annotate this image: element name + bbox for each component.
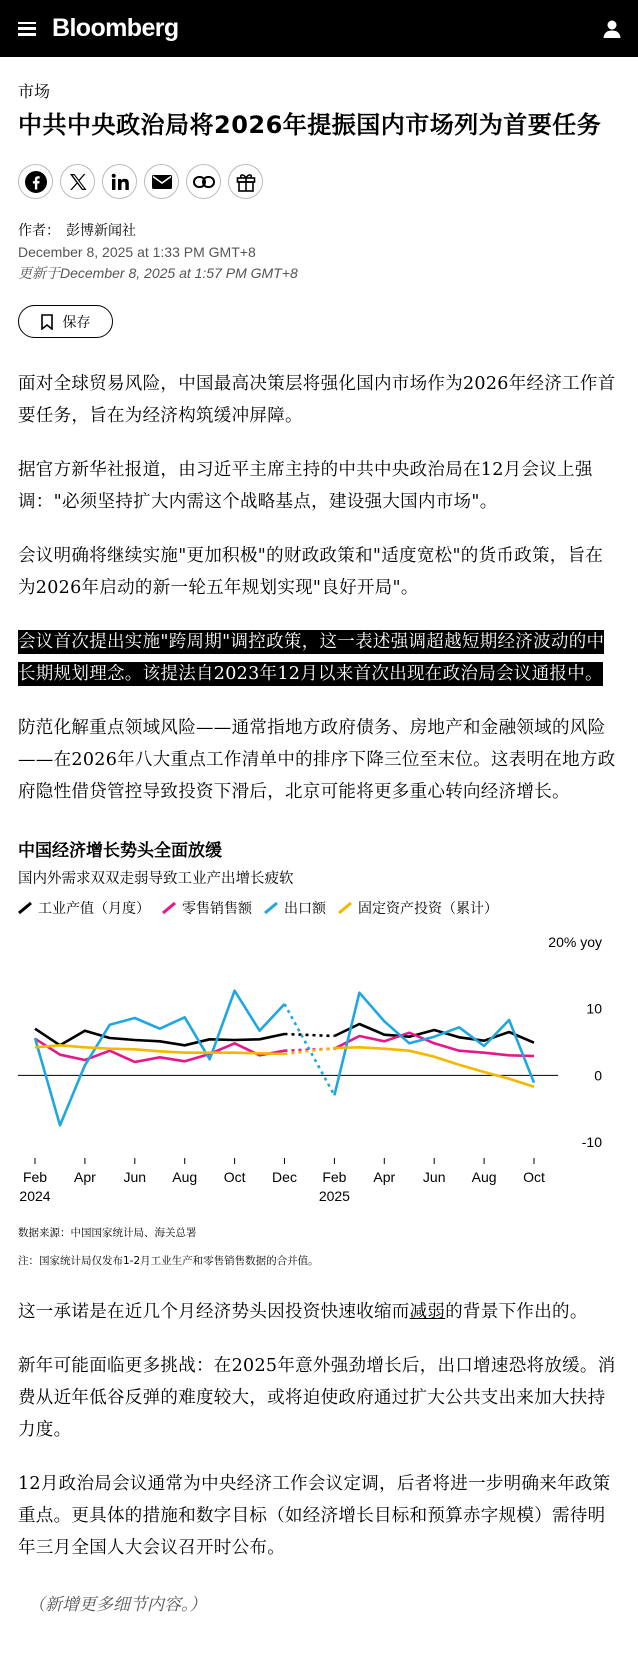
published-date: December 8, 2025 at 1:33 PM GMT+8 <box>18 244 256 260</box>
updated-date: 更新于December 8, 2025 at 1:57 PM GMT+8 <box>18 265 298 281</box>
top-nav-bar <box>0 0 638 57</box>
paragraph: 防范化解重点领域风险——通常指地方政府债务、房地产和金融领域的风险——在2026年八大重点工作清单中的排序下降三位至末位。这表明在地方政府隐性借贷管控导致投资下滑后，北京可能将更多重心转向经济增长。 <box>18 718 616 802</box>
x-tick-label: Aug <box>471 1169 497 1185</box>
legend-swatch <box>162 902 176 914</box>
x-tick-label: Dec <box>272 1169 297 1185</box>
legend-label: 出口额 <box>284 901 326 917</box>
y-tick-label: 10 <box>586 1000 602 1017</box>
byline <box>18 220 620 283</box>
paragraph: 新年可能面临更多挑战：在2025年意外强劲增长后，出口增速恐将放缓。消费从近年低谷反弹的难度较大，或将迫使政府通过扩大公共支出来加大扶持力度。 <box>18 1356 616 1440</box>
chart-subtitle: 国内外需求双双走弱导致工业产出增长疲软 <box>18 871 294 887</box>
legend-item <box>338 898 498 918</box>
chart-title: 中国经济增长势头全面放缓 <box>18 841 222 861</box>
legend-label: 固定资产投资（累计） <box>358 901 498 917</box>
legend-swatch <box>338 902 352 914</box>
x-icon[interactable] <box>60 164 95 199</box>
y-tick-label: 0 <box>594 1067 602 1084</box>
series-line <box>334 1047 534 1086</box>
series-gap-line <box>285 1034 335 1036</box>
save-label: 保存 <box>62 314 91 331</box>
x-tick-label: Feb <box>322 1169 347 1185</box>
chart-source: 数据来源：中国国家统计局、海关总署 <box>18 1227 197 1239</box>
paragraph: 12月政治局会议通常为中央经济工作会议定调，后者将进一步明确来年政策重点。更具体的措施和数字目标（如经济增长目标和预算赤字规模）需待明年三月全国人大会议召开时公布。 <box>18 1474 611 1558</box>
series-line <box>35 1029 285 1046</box>
x-tick-label: Jun <box>422 1169 446 1185</box>
legend-label: 零售销售额 <box>182 901 252 917</box>
save-button[interactable] <box>18 305 113 338</box>
chart-note: 注：国家统计局仅发布1-2月工业生产和零售销售数据的合并值。 <box>18 1255 319 1267</box>
legend-swatch <box>18 902 32 914</box>
x-tick-year: 2025 <box>318 1188 350 1204</box>
x-tick-label: Jun <box>123 1169 147 1185</box>
user-icon[interactable] <box>602 19 622 39</box>
x-tick-label: Oct <box>523 1169 545 1185</box>
author-label: 作者： <box>18 223 60 239</box>
legend-item <box>264 898 326 918</box>
bookmark-icon <box>41 314 53 330</box>
article-container <box>0 79 638 1633</box>
x-tick-year: 2024 <box>19 1188 51 1204</box>
share-bar <box>18 164 620 199</box>
facebook-icon[interactable] <box>18 164 53 199</box>
gift-icon[interactable] <box>228 164 263 199</box>
x-tick-label: Oct <box>223 1169 246 1185</box>
hamburger-icon[interactable] <box>18 22 36 36</box>
article-body-continued <box>18 1296 620 1564</box>
paragraph: 据官方新华社报道，由习近平主席主持的中共中央政治局在12月会议上强调："必须坚持扩大内需这个战略基点，建设强大国内市场"。 <box>18 460 593 512</box>
x-tick-label: Apr <box>74 1169 96 1185</box>
highlighted-text: 会议首次提出实施"跨周期"调控政策，这一表述强调超越短期经济波动的中长期规划理念。该提法自2023年12月以来首次出现在政治局会议通报中。 <box>18 632 605 684</box>
bloomberg-logo[interactable]: Bloomberg <box>52 14 179 42</box>
legend-label: 工业产值（月度） <box>38 901 150 917</box>
y-tick-label: -10 <box>581 1134 602 1150</box>
article-body <box>18 368 620 808</box>
x-tick-label: Apr <box>373 1169 396 1185</box>
headline: 中共中央政治局将2026年提振国内市场列为首要任务 <box>18 111 602 139</box>
legend-item <box>162 898 252 918</box>
y-tick-label: 20% yoy <box>548 934 602 950</box>
paragraph: 面对全球贸易风险，中国最高决策层将强化国内市场作为2026年经济工作首要任务，旨在为经济构筑缓冲屏障。 <box>18 374 616 426</box>
legend-item <box>18 898 150 918</box>
inline-link[interactable]: 减弱 <box>409 1302 446 1322</box>
paragraph: 会议明确将继续实施"更加积极"的财政政策和"适度宽松"的货币政策，旨在为2026年启动的新一轮五年规划实现"良好开局"。 <box>18 546 604 598</box>
email-icon[interactable] <box>144 164 179 199</box>
chart-plot <box>18 922 620 1212</box>
x-tick-label: Feb <box>22 1169 48 1185</box>
x-tick-label: Aug <box>172 1169 198 1185</box>
chart-legend <box>18 898 620 918</box>
paragraph: 这一承诺是在近几个月经济势头因投资快速收缩而减弱的背景下作出的。 <box>18 1302 588 1322</box>
closing-note: （新增更多细节内容。） <box>28 1595 207 1615</box>
author-name[interactable]: 彭博新闻社 <box>66 223 136 239</box>
chart <box>18 836 620 1268</box>
link-icon[interactable] <box>186 164 221 199</box>
highlighted-paragraph <box>18 626 620 690</box>
linkedin-icon[interactable] <box>102 164 137 199</box>
section-label[interactable]: 市场 <box>18 82 51 101</box>
legend-swatch <box>264 902 278 914</box>
